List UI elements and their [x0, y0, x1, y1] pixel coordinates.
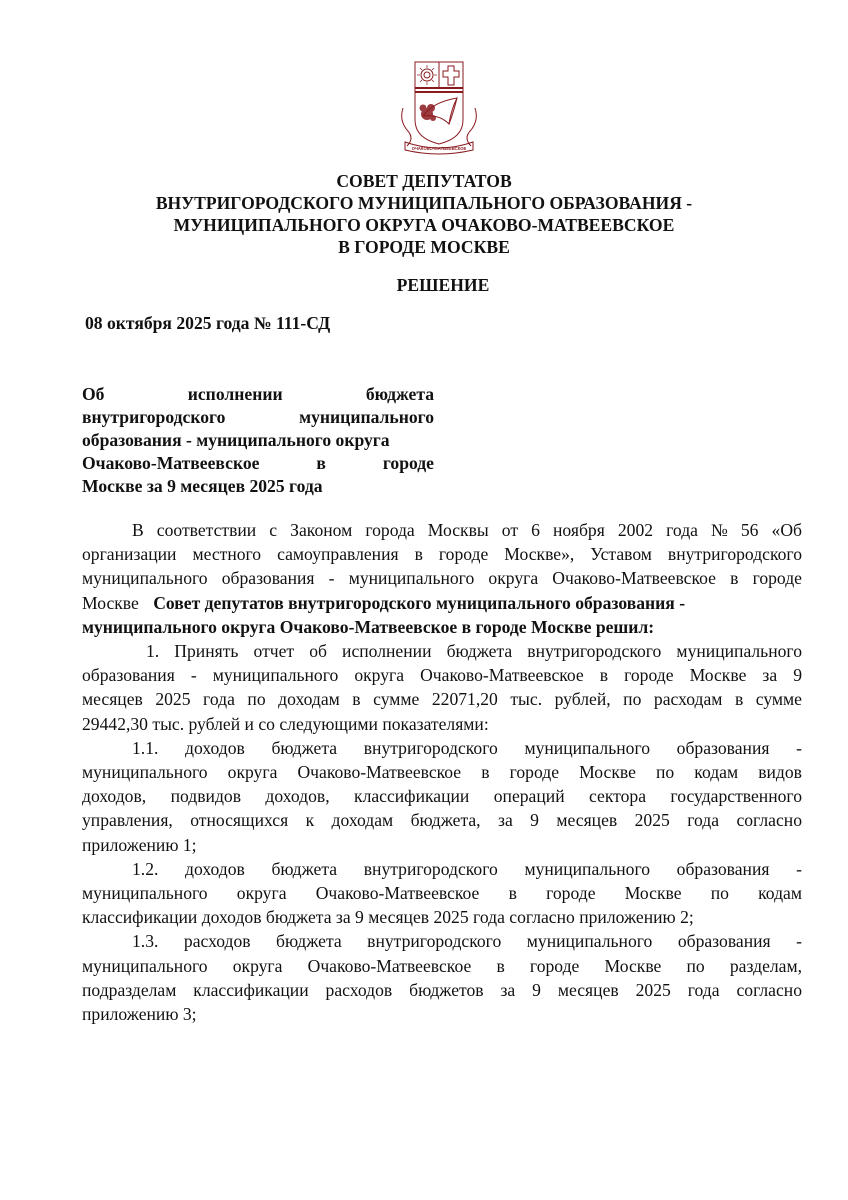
subject-word: Очаково-Матвеевское [82, 453, 260, 473]
item-1-2-line-3: классификации доходов бюджета за 9 месяцев 2025 года согласно приложению 2; [82, 907, 694, 928]
subject-line-4 [82, 452, 434, 475]
item-1-3-line-4: приложению 3; [82, 1004, 197, 1025]
subject-word: образования - муниципального округа [82, 430, 390, 450]
subject-word: исполнении [187, 384, 283, 404]
subject-word: бюджета [365, 384, 434, 404]
preamble-line-3: муниципального образования - муниципального округа Очаково-Матвеевское в городе [82, 568, 802, 589]
item-1-1-line-3: доходов, подвидов доходов, классификации операций сектора государственного [82, 786, 802, 807]
coat-of-arms-emblem [393, 58, 485, 156]
item-1-1-line-4: управления, относящихся к доходам бюджета, за 9 месяцев 2025 года согласно [82, 810, 802, 831]
subject-line-5 [82, 475, 434, 498]
preamble-paragraph [82, 518, 802, 639]
subject-word: внутригородского [82, 407, 226, 427]
subject-line-3 [82, 429, 434, 452]
subject-line-1 [82, 383, 434, 406]
preamble-line-4-plain: Москве [82, 592, 139, 613]
header-line-4: В ГОРОДЕ МОСКВЕ [338, 237, 510, 257]
subject-word: в [316, 453, 326, 473]
issuer-header [0, 170, 848, 258]
item-1-paragraph [82, 639, 802, 736]
preamble-line-2: организации местного самоуправления в городе Москве», Уставом внутригородского [82, 544, 802, 565]
item-1-1-paragraph [82, 736, 802, 857]
item-1-3-line-1: 1.3. расходов бюджета внутригородского муниципального образования - [132, 931, 802, 952]
item-1-line-3: месяцев 2025 года по доходам в сумме 22071,20 тыс. рублей, по расходам в сумме [82, 689, 802, 710]
preamble-line-5-bold: муниципального округа Очаково-Матвеевское в городе Москве решил: [82, 616, 655, 637]
document-type-title: РЕШЕНИЕ [396, 275, 490, 295]
header-line-3: МУНИЦИПАЛЬНОГО ОКРУГА ОЧАКОВО-МАТВЕЕВСКОЕ [173, 215, 675, 235]
item-1-1-line-5: приложению 1; [82, 834, 197, 855]
item-1-2-line-1: 1.2. доходов бюджета внутригородского муниципального образования - [132, 858, 802, 879]
cross-icon [443, 66, 459, 85]
item-1-1-line-1: 1.1. доходов бюджета внутригородского муниципального образования - [132, 737, 802, 758]
subject-word: Об [82, 384, 105, 404]
decision-subject [82, 383, 434, 498]
preamble-line-4 [82, 591, 802, 615]
preamble-line-1: В соответствии с Законом города Москвы от 6 ноября 2002 года № 56 «Об [132, 520, 802, 540]
item-1-3-paragraph [82, 929, 802, 1026]
emblem-ribbon-text: ОЧАКОВО-МАТВЕЕВСКОЕ [411, 146, 467, 151]
subject-line-2 [82, 406, 434, 429]
item-1-line-2: образования - муниципального округа Очаково-Матвеевское в городе Москве за 9 [82, 665, 802, 686]
item-1-3-line-3: подразделам классификации расходов бюджетов за 9 месяцев 2025 года согласно [82, 979, 802, 1000]
item-1-3-line-2: муниципального округа Очаково-Матвеевское в городе Москве по разделам, [82, 955, 802, 976]
subject-word: муниципального [299, 407, 434, 427]
header-line-1: СОВЕТ ДЕПУТАТОВ [336, 171, 512, 191]
preamble-line-4-bold: Совет депутатов внутригородского муниципального образования - [153, 592, 686, 613]
flowers-icon [420, 104, 437, 121]
sun-icon [417, 65, 437, 85]
item-1-line-4: 29442,30 тыс. рублей и со следующими показателями: [82, 713, 489, 734]
item-1-2-paragraph [82, 857, 802, 930]
item-1-2-line-2: муниципального округа Очаково-Матвеевское в городе Москве по кодам [82, 883, 802, 904]
item-1-1-line-2: муниципального округа Очаково-Матвеевское в городе Москве по кодам видов [82, 762, 802, 783]
item-1-line-1: 1. Принять отчет об исполнении бюджета внутригородского муниципального [146, 641, 802, 662]
subject-word: Москве за 9 месяцев 2025 года [82, 476, 323, 496]
header-line-2: ВНУТРИГОРОДСКОГО МУНИЦИПАЛЬНОГО ОБРАЗОВАНИЯ - [155, 193, 693, 213]
decision-body [82, 518, 802, 1026]
decision-date-number: 08 октября 2025 года № 111-СД [85, 313, 331, 333]
subject-word: городе [382, 453, 434, 473]
